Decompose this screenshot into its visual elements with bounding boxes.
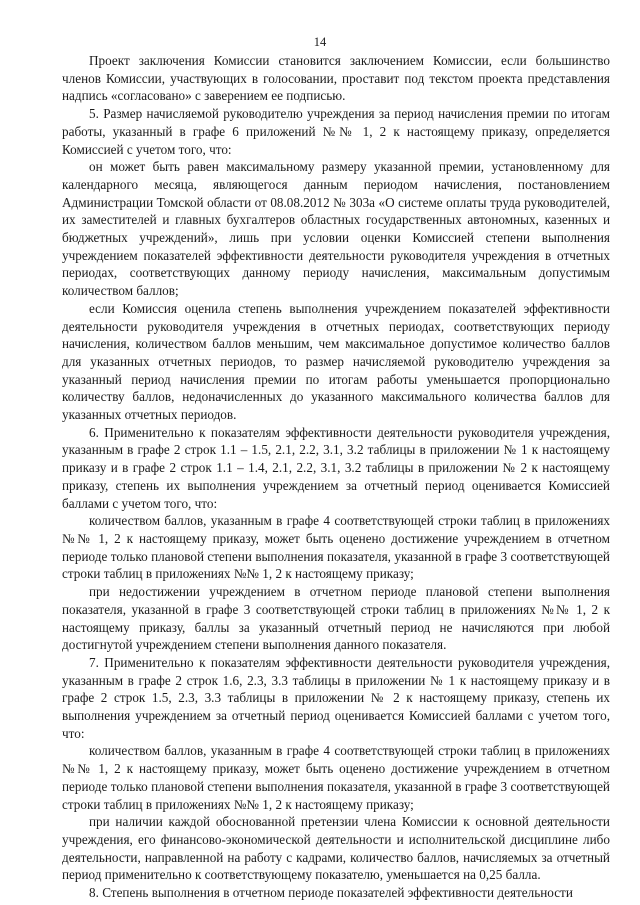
- page-number: 14: [313, 35, 327, 49]
- paragraph-item-7-points: количеством баллов, указанным в графе 4 соответствующей строки таблиц в приложениях №№ 1, 2 к настоящему приказу, может быть оценено достижение учреждением в отчетном периоде только плановой степени выполнения показателя, указанной в графе 3 соответствующей строки таблиц в приложениях №№ 1, 2 к настоящему приказу;: [62, 743, 610, 812]
- paragraph-item-5-reduction: если Комиссия оценила степень выполнения учреждением показателей эффективности деятельности руководителя учреждения в отчетных периодах, соответствующих периоду начисления, количеством баллов меньшим, чем максимальное допустимое количество баллов для указанных отчетных периодов, то размер начисляемой руководителю учреждения за указанный период начисления премии по итогам работы уменьшается пропорционально количеству баллов, недоначисленных до указанного максимального количества баллов для указанных отчетных периодов.: [62, 300, 610, 423]
- document-body: [62, 52, 610, 902]
- paragraph-item-8: 8. Степень выполнения в отчетном периоде показателей эффективности деятельности: [89, 885, 573, 901]
- paragraph-item-6: 6. Применительно к показателям эффективности деятельности руководителя учреждения, указанным в графе 2 строк 1.1 – 1.5, 2.1, 2.2, 3.1, 3.2 таблицы в приложении № 1 к настоящему приказу и в графе 2 строк 1.1 – 1.4, 2.1, 2.2, 3.1, 3.2 таблицы в приложении № 2 к настоящему приказу, степень их выполнения учреждением за отчетный период оценивается Комиссией баллами с учетом того, что:: [62, 424, 610, 511]
- paragraph-item-6-points: количеством баллов, указанным в графе 4 соответствующей строки таблиц в приложениях №№ 1, 2 к настоящему приказу, может быть оценено достижение учреждением в отчетном периоде только плановой степени выполнения показателя, указанной в графе 3 соответствующей строки таблиц в приложениях №№ 1, 2 к настоящему приказу;: [62, 513, 610, 582]
- paragraph-item-6-no-points: при недостижении учреждением в отчетном периоде плановой степени выполнения показателя, указанной в графе 3 соответствующей строки таблиц в приложениях №№ 1, 2 к настоящему приказу, баллы за указанный отчетный период не начисляются при любой достигнутой учреждением степени выполнения данного показателя.: [62, 584, 610, 653]
- paragraph-item-7-claims: при наличии каждой обоснованной претензии члена Комиссии к основной деятельности учреждения, его финансово-экономической деятельности и исполнительской дисциплине либо деятельности, направленной на работу с кадрами, количество баллов, начисляемых за отчетный период применительно к соответствующему показателю, уменьшается на 0,25 балла.: [62, 814, 610, 883]
- paragraph-item-5-max-bonus: он может быть равен максимальному размеру указанной премии, установленному для календарного месяца, являющегося данным периодом начисления, постановлением Администрации Томской области от 08.08.2012 № 303а «О системе оплаты труда руководителей, их заместителей и главных бухгалтеров областных государственных автономных, казенных и бюджетных учреждений», лишь при условии оценки Комиссией степени выполнения учреждением показателей эффективности деятельности руководителя учреждения в отчетных периодах, соответствующих данному периоду начисления, максимальным допустимым количеством баллов;: [62, 159, 610, 299]
- paragraph-item-7: 7. Применительно к показателям эффективности деятельности руководителя учреждения, указанным в графе 2 строк 1.6, 2.3, 3.3 таблицы в приложении № 1 к настоящему приказу и в графе 2 строк 1.5, 2.3, 3.3 таблицы в приложении № 2 к настоящему приказу, степень их выполнения учреждением за отчетный период оценивается Комиссией баллами с учетом того, что:: [62, 654, 610, 741]
- paragraph-approval-note: Проект заключения Комиссии становится заключением Комиссии, если большинство членов Комиссии, участвующих в голосовании, проставит под текстом проекта представления надпись «согласовано» с заверением ее подписью.: [62, 53, 610, 104]
- paragraph-item-5: 5. Размер начисляемой руководителю учреждения за период начисления премии по итогам работы, указанный в графе 6 приложений №№ 1, 2 к настоящему приказу, определяется Комиссией с учетом того, что:: [62, 106, 610, 157]
